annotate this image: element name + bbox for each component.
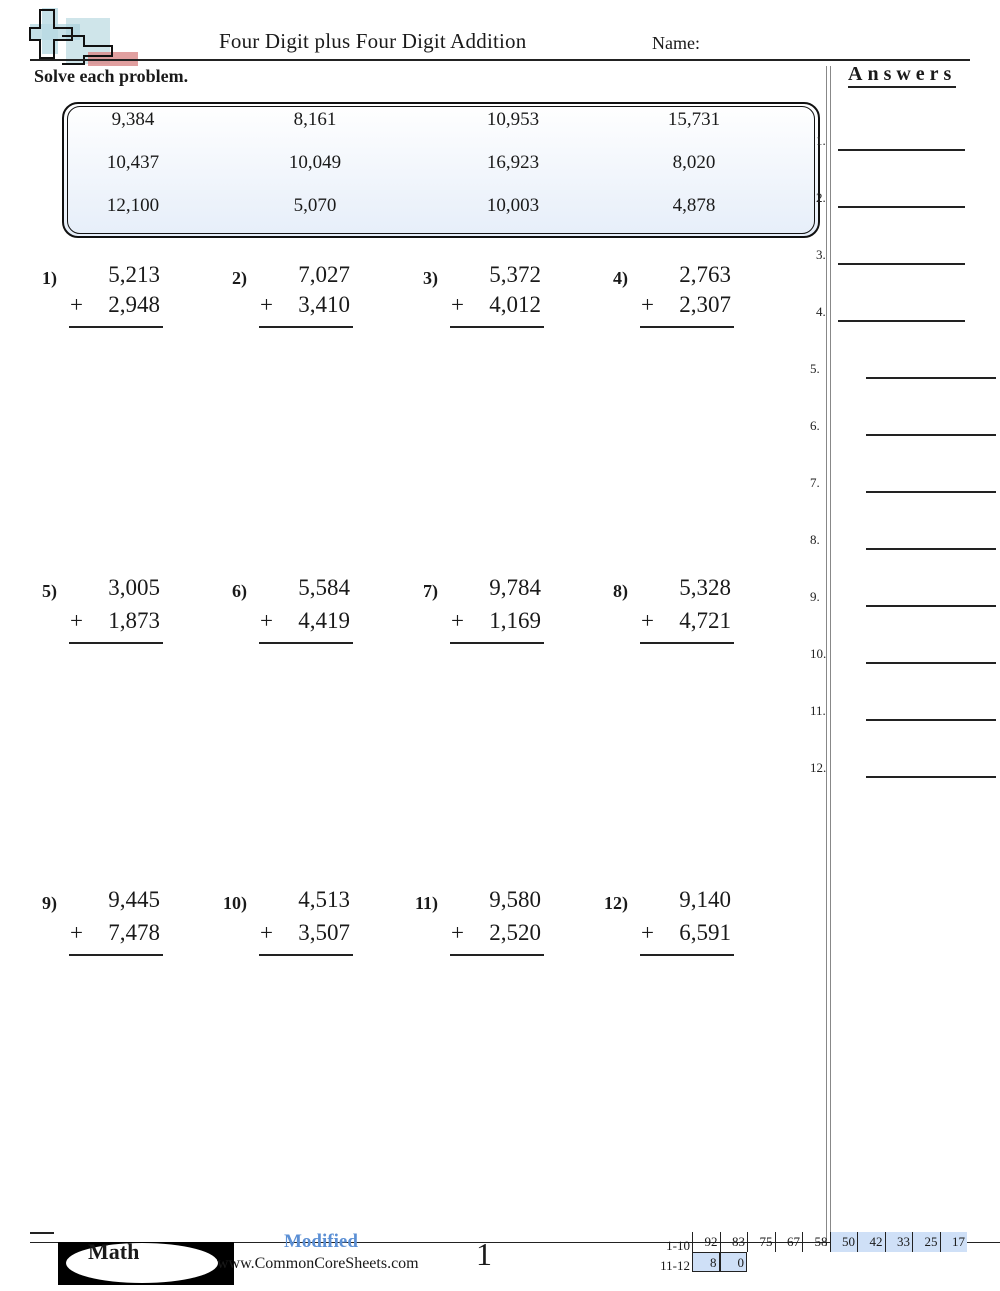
problem-underline — [259, 642, 353, 644]
instructions: Solve each problem. — [34, 66, 189, 86]
name-label: Name: — [652, 33, 700, 53]
bottom-addend: 6,591 — [679, 920, 731, 945]
answer-bank-value: 8,020 — [672, 152, 716, 173]
answer-number-label: 5. — [810, 361, 820, 376]
plus-sign: + — [70, 920, 83, 945]
answer-column-divider-inner — [830, 66, 831, 1246]
answer-blank[interactable] — [866, 377, 996, 379]
top-addend: 9,580 — [489, 887, 541, 912]
bottom-addend: 3,410 — [298, 292, 350, 317]
answer-bank-value: 10,953 — [486, 109, 540, 130]
top-addend: 9,784 — [489, 575, 541, 600]
score-cell: 67 — [775, 1232, 803, 1252]
plus-sign: + — [641, 920, 654, 945]
plus-sign: + — [451, 920, 464, 945]
bottom-addend: 1,873 — [108, 608, 160, 633]
answer-blank[interactable] — [866, 491, 996, 493]
plus-sign: + — [260, 920, 273, 945]
problem-number: 1) — [42, 268, 57, 288]
problem-number: 6) — [232, 581, 247, 601]
answer-number-label: 6. — [810, 418, 820, 433]
addition-problem — [0, 889, 190, 969]
bottom-addend: 7,478 — [108, 920, 160, 945]
bottom-addend: 2,307 — [679, 292, 731, 317]
answer-number-label: 7. — [810, 475, 820, 490]
problem-underline — [450, 326, 544, 328]
answer-bank-value: 10,049 — [288, 152, 342, 173]
answer-bank-value: 8,161 — [293, 109, 337, 130]
answer-blank[interactable] — [838, 149, 965, 151]
answer-bank-value: 10,437 — [106, 152, 160, 173]
problem-underline — [259, 326, 353, 328]
answer-bank-value: 16,923 — [486, 152, 540, 173]
plus-sign: + — [641, 608, 654, 633]
plus-sign: + — [260, 292, 273, 317]
problem-number: 9) — [42, 893, 57, 913]
plus-sign: + — [641, 292, 654, 317]
score-cell: 50 — [830, 1232, 858, 1252]
footer-dash — [30, 1232, 54, 1234]
addition-problem — [0, 577, 190, 657]
addition-problem — [571, 577, 761, 657]
bottom-addend: 2,948 — [108, 292, 160, 317]
answer-blank[interactable] — [866, 719, 996, 721]
score-range-label: 1-10 — [666, 1238, 690, 1253]
addition-problem — [190, 264, 380, 344]
addition-problem — [381, 577, 571, 657]
modified-label: Modified — [284, 1231, 358, 1252]
score-cell: 25 — [912, 1232, 940, 1252]
top-addend: 5,213 — [108, 262, 160, 287]
top-addend: 4,513 — [298, 887, 350, 912]
answer-bank-value: 10,003 — [486, 195, 540, 216]
problem-number: 8) — [613, 581, 628, 601]
top-addend: 5,372 — [489, 262, 541, 287]
addition-problem — [571, 264, 761, 344]
answer-blank[interactable] — [866, 605, 996, 607]
addition-problem — [0, 264, 190, 344]
answer-bank-value: 9,384 — [111, 109, 155, 130]
bottom-addend: 4,012 — [489, 292, 541, 317]
answer-number-label: 2. — [816, 190, 826, 205]
page-number: 1 — [476, 1236, 492, 1272]
answer-number-label: 12. — [810, 760, 827, 775]
score-cell: 0 — [720, 1252, 748, 1272]
answer-number-label: 3. — [816, 247, 826, 262]
score-cell: 83 — [720, 1232, 748, 1252]
plus-sign: + — [260, 608, 273, 633]
plus-sign: + — [451, 292, 464, 317]
plus-sign: + — [70, 608, 83, 633]
bottom-addend: 2,520 — [489, 920, 541, 945]
addition-problem — [190, 889, 380, 969]
problem-number: 12) — [604, 893, 628, 913]
problem-number: 7) — [423, 581, 438, 601]
score-cell: 92 — [692, 1232, 720, 1252]
plus-sign: + — [70, 292, 83, 317]
problem-underline — [640, 642, 734, 644]
website-link[interactable]: www.CommonCoreSheets.com — [217, 1255, 419, 1272]
top-addend: 3,005 — [108, 575, 160, 600]
top-addend: 9,445 — [108, 887, 160, 912]
problem-underline — [450, 642, 544, 644]
problem-number: 4) — [613, 268, 628, 288]
problem-underline — [69, 954, 163, 956]
header-divider — [30, 59, 970, 61]
top-addend: 9,140 — [679, 887, 731, 912]
answer-bank-value: 4,878 — [672, 195, 716, 216]
addition-problem — [381, 264, 571, 344]
answer-number-label: 4. — [816, 304, 826, 319]
answers-title: Answers — [848, 63, 956, 88]
bottom-addend: 3,507 — [298, 920, 350, 945]
score-cell: 75 — [747, 1232, 775, 1252]
answer-number-label: 9. — [810, 589, 820, 604]
math-logo-label: Math — [88, 1239, 140, 1264]
problem-underline — [69, 642, 163, 644]
addition-problem — [571, 889, 761, 969]
problem-number: 5) — [42, 581, 57, 601]
top-addend: 2,763 — [679, 262, 731, 287]
bottom-addend: 1,169 — [489, 608, 541, 633]
score-cell: 8 — [692, 1252, 720, 1272]
answer-blank[interactable] — [866, 548, 996, 550]
bottom-addend: 4,721 — [679, 608, 731, 633]
problem-underline — [69, 326, 163, 328]
problem-number: 11) — [414, 893, 438, 913]
answer-bank-value: 15,731 — [667, 109, 721, 130]
answer-blank[interactable] — [838, 206, 965, 208]
answer-bank-value: 12,100 — [106, 195, 160, 216]
top-addend: 7,027 — [298, 262, 350, 287]
problem-underline — [640, 954, 734, 956]
answer-blank[interactable] — [866, 776, 996, 778]
answer-number-label: 1. — [816, 133, 826, 148]
problem-underline — [259, 954, 353, 956]
bottom-addend: 4,419 — [298, 608, 350, 633]
worksheet-title: Four Digit plus Four Digit Addition — [219, 29, 527, 53]
addition-problem — [381, 889, 571, 969]
answer-bank-value: 5,070 — [293, 195, 337, 216]
addition-problem — [190, 577, 380, 657]
plus-sign: + — [451, 608, 464, 633]
score-cell: 42 — [857, 1232, 885, 1252]
score-cell: 33 — [885, 1232, 913, 1252]
problem-number: 10) — [223, 893, 247, 913]
answer-number-label: 11. — [810, 703, 826, 718]
answer-blank[interactable] — [838, 320, 965, 322]
problem-underline — [450, 954, 544, 956]
answer-blank[interactable] — [866, 662, 996, 664]
top-addend: 5,328 — [679, 575, 731, 600]
answer-blank[interactable] — [838, 263, 965, 265]
top-addend: 5,584 — [298, 575, 350, 600]
score-cell: 17 — [940, 1232, 968, 1252]
problem-underline — [640, 326, 734, 328]
problem-number: 3) — [423, 268, 438, 288]
score-range-label: 11-12 — [660, 1258, 690, 1273]
problem-number: 2) — [232, 268, 247, 288]
answer-number-label: 8. — [810, 532, 820, 547]
answer-blank[interactable] — [866, 434, 996, 436]
answer-number-label: 10. — [810, 646, 827, 661]
score-cell: 58 — [802, 1232, 830, 1252]
